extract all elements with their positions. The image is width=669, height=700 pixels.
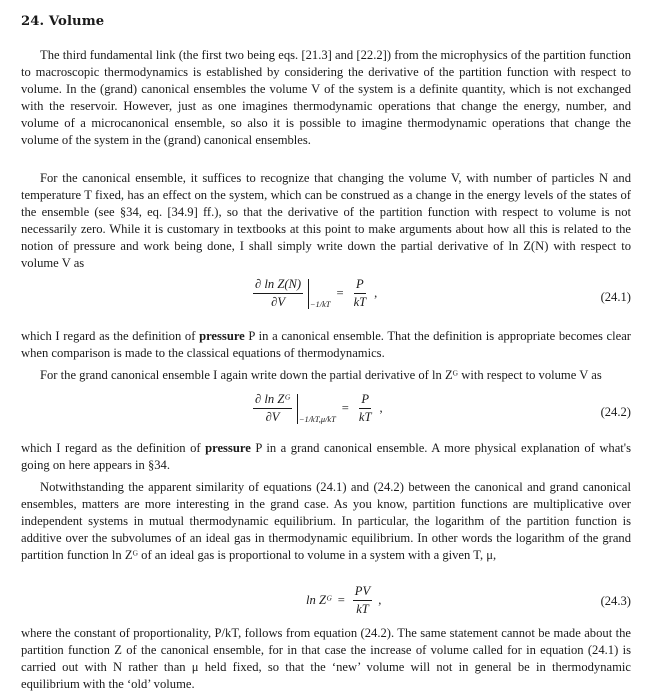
paragraph-4: For the grand canonical ensemble I again write down the partial derivative of ln Zᴳ with respect to volume V as — [40, 368, 602, 382]
p5-text-before: which I regard as the definition of — [21, 441, 206, 455]
paragraph-5 — [21, 440, 631, 474]
eq1-rhs-fraction — [352, 277, 369, 310]
eq1-trailing-comma: , — [374, 286, 378, 300]
eq3-rhs-denominator: kT — [356, 602, 369, 616]
eq3-equals: = — [337, 593, 345, 607]
eq2-subscript: −1/kT,μ/kT — [298, 415, 336, 424]
eq2-rhs-fraction — [357, 392, 374, 425]
section-heading: 24. Volume — [21, 14, 105, 29]
eq3-rhs-fraction — [353, 584, 372, 617]
p5-text-after: P in a grand canonical ensemble. A more physical explanation of what's going on here appears in §34. — [21, 441, 631, 472]
p5-bold-term: pressure — [205, 441, 251, 455]
eq1-rhs-denominator: kT — [353, 295, 367, 309]
paragraph-1: The third fundamental link (the first two being eqs. [21.3] and [22.2]) from the microphysics of the partition function to macroscopic thermodynamics is established by considering the derivative of the partition function with respect to volume. In the (grand) canonical ensembles the volume V of the system is a definite quantity, which is not exchanged with the reservoir. However, just as one imagines thermodynamic operations that change the energy, number, and volume of a microcanonical ensemble, so also it is possible to imagine thermodynamic operations that change the volume of the system in the (grand) canonical ensembles. — [21, 48, 631, 147]
eq3-number: (24.3) — [600, 594, 631, 608]
eq2-equals: = — [341, 401, 349, 415]
paragraph-2: For the canonical ensemble, it suffices to recognize that changing the volume V, with number of particles N and temperature T fixed, has an effect on the system, which can be construed as a change in the energy levels of the states of the ensemble (see §34, eq. [34.9] ff.), so that the derivative of the partition function with respect to volume is not necessarily zero. While it is customary in textbooks at this point to make arguments about how all this is related to the notion of pressure and work being done, I shall simply write down the partial derivative of ln Z(N) with respect to volume V as — [21, 171, 631, 270]
paragraph-6: Notwithstanding the apparent similarity of equations (24.1) and (24.2) between the canonical and grand canonical ensembles, matters are more interesting in the grand case. As you know, partition functions are multiplicative over independent systems in mutual thermodynamic equilibrium. In particular, the logarithm of the partition function is additive over the subvolumes of an ideal gas in thermodynamic equilibrium. In other words the logarithm of the grand partition function ln Zᴳ of an ideal gas is proportional to volume in a system with a given T, μ, — [21, 480, 631, 562]
p3-bold-term: pressure — [199, 329, 245, 343]
paragraph-7: where the constant of proportionality, P/kT, follows from equation (24.2). The same statement cannot be made about the partition function Z of the canonical ensemble, for in that case the increase of volume called for in equation (24.1) is carried out with N rather than μ held fixed, so that the ‘new’ volume will not in general be in thermodynamic equilibrium with the ‘old’ volume. — [21, 626, 631, 691]
p3-text-after: P in a canonical ensemble. That the definition is appropriate becomes clear when comparison is made to the classical equations of thermodynamics. — [21, 329, 631, 360]
paragraph-3 — [21, 328, 631, 362]
eq2-trailing-comma: , — [379, 401, 383, 415]
eq1-lhs-fraction — [253, 277, 303, 310]
eq3-rhs-numerator: PV — [353, 584, 372, 601]
eq2-rhs-denominator: kT — [358, 410, 372, 424]
eq1-lhs-denominator: ∂V — [271, 295, 286, 309]
eq2-number: (24.2) — [600, 405, 631, 419]
eq2-lhs-numerator: ∂ ln Zᴳ — [253, 392, 292, 409]
equation-24-3 — [21, 584, 631, 624]
eq1-subscript: −1/kT — [309, 300, 331, 309]
eq1-equals: = — [336, 286, 344, 300]
eq1-rhs-numerator: P — [354, 277, 366, 294]
eq1-lhs-numerator: ∂ ln Z(N) — [253, 277, 303, 294]
eq3-lhs: ln Zᴳ — [306, 593, 332, 607]
equation-24-2 — [21, 392, 631, 436]
equation-24-1 — [21, 277, 631, 321]
eq1-number: (24.1) — [600, 290, 631, 304]
eq2-rhs-numerator: P — [359, 392, 371, 409]
eq1-evaluation-bar — [308, 279, 309, 309]
eq2-evaluation-bar — [297, 394, 298, 424]
eq3-trailing-comma: , — [378, 593, 382, 607]
eq2-lhs-denominator: ∂V — [265, 410, 280, 424]
p3-text-before: which I regard as the definition of — [21, 329, 200, 343]
eq2-lhs-fraction — [253, 392, 292, 425]
